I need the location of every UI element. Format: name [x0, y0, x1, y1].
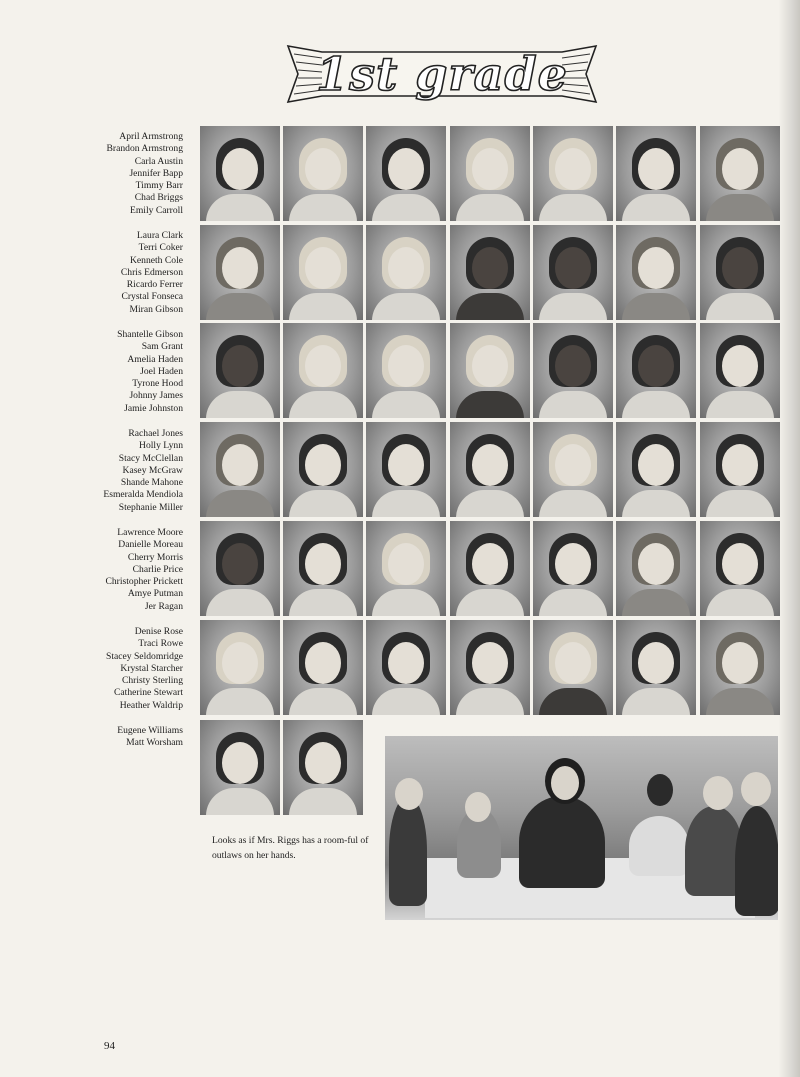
portrait-face: [555, 247, 591, 289]
student-portrait: [616, 620, 696, 715]
student-name: Eugene Williams: [117, 725, 183, 736]
portrait-shirt: [289, 589, 357, 616]
portrait-shirt: [706, 688, 774, 715]
portrait-shirt: [372, 391, 440, 418]
portrait-face: [305, 543, 341, 585]
student-name: Shantelle Gibson: [117, 329, 183, 340]
portrait-face: [472, 247, 508, 289]
portrait-shirt: [622, 293, 690, 320]
portrait-face: [722, 247, 758, 289]
portrait-shirt: [706, 589, 774, 616]
portrait-face: [472, 345, 508, 387]
portrait-shirt: [372, 490, 440, 517]
portrait-face: [555, 642, 591, 684]
name-list: [40, 428, 183, 514]
student-portrait: [450, 620, 530, 715]
student-portrait: [366, 225, 446, 320]
portrait-face: [722, 642, 758, 684]
student-name: Terri Coker: [138, 242, 183, 254]
portrait-shirt: [289, 293, 357, 320]
portrait-shirt: [289, 391, 357, 418]
student-portrait: [450, 225, 530, 320]
student-name: Carla Austin: [134, 155, 183, 167]
portrait-face: [222, 247, 258, 289]
student-portrait: [700, 620, 780, 715]
name-list: [40, 626, 183, 712]
portrait-face: [388, 543, 424, 585]
portrait-face: [638, 247, 674, 289]
student-portrait: [200, 620, 280, 715]
student-figure: [629, 816, 689, 876]
portrait-shirt: [456, 293, 524, 320]
portrait-shirt: [289, 688, 357, 715]
student-name: Catherine Stewart: [114, 687, 183, 699]
portrait-shirt: [539, 589, 607, 616]
name-list: [40, 329, 183, 415]
portrait-face: [555, 148, 591, 190]
student-portrait: [616, 422, 696, 517]
student-name: Amelia Haden: [127, 353, 183, 365]
student-name: Chris Edmerson: [120, 266, 183, 278]
student-name: Denise Rose: [134, 626, 183, 637]
portrait-face: [555, 543, 591, 585]
portrait-shirt: [539, 688, 607, 715]
portrait-face: [305, 345, 341, 387]
portrait-shirt: [706, 194, 774, 221]
student-name: Rachael Jones: [128, 428, 183, 439]
portrait-face: [472, 543, 508, 585]
portrait-face: [222, 444, 258, 486]
student-name: Crystal Fonseca: [121, 291, 183, 303]
name-list: [40, 230, 183, 316]
student-portrait: [283, 620, 363, 715]
portrait-shirt: [622, 490, 690, 517]
portrait-shirt: [289, 194, 357, 221]
portrait-face: [638, 642, 674, 684]
student-portrait: [700, 225, 780, 320]
portrait-shirt: [206, 788, 274, 815]
page-title: 1st grade: [316, 47, 568, 101]
portrait-shirt: [539, 194, 607, 221]
student-name: Timmy Barr: [135, 180, 183, 192]
portrait-shirt: [206, 194, 274, 221]
student-name: Chad Briggs: [134, 192, 183, 204]
student-name: Cherry Morris: [127, 551, 183, 563]
classroom-photo: [385, 736, 778, 920]
student-name: Johnny James: [129, 390, 183, 402]
portrait-shirt: [206, 688, 274, 715]
student-portrait: [700, 521, 780, 616]
student-portrait: [200, 422, 280, 517]
portrait-face: [555, 345, 591, 387]
student-portrait: [366, 620, 446, 715]
student-name: Tyrone Hood: [132, 378, 183, 390]
portrait-shirt: [456, 589, 524, 616]
portrait-shirt: [372, 194, 440, 221]
portrait-shirt: [539, 490, 607, 517]
student-head: [647, 774, 673, 806]
portrait-face: [722, 148, 758, 190]
student-name: Brandon Armstrong: [106, 143, 183, 155]
portrait-face: [555, 444, 591, 486]
student-name: Holly Lynn: [139, 440, 183, 452]
student-name: Joel Haden: [140, 365, 183, 377]
student-portrait: [616, 521, 696, 616]
student-portrait: [283, 323, 363, 418]
portrait-shirt: [622, 688, 690, 715]
student-figure: [389, 796, 427, 906]
portrait-face: [472, 444, 508, 486]
student-head: [395, 778, 423, 810]
student-portrait: [200, 225, 280, 320]
student-name: Stacey Seldomridge: [106, 650, 183, 662]
student-name: Jer Ragan: [144, 600, 183, 612]
student-portrait: [533, 620, 613, 715]
student-portrait: [200, 126, 280, 221]
student-name: Matt Worsham: [126, 737, 183, 749]
student-portrait: [616, 126, 696, 221]
portrait-face: [222, 742, 258, 784]
student-name: April Armstrong: [119, 131, 183, 142]
student-name: Krystal Starcher: [120, 662, 183, 674]
student-name: Heather Waldrip: [119, 699, 183, 711]
student-portrait: [533, 323, 613, 418]
portrait-shirt: [289, 788, 357, 815]
portrait-shirt: [372, 293, 440, 320]
portrait-shirt: [622, 194, 690, 221]
portrait-face: [722, 444, 758, 486]
student-portrait: [533, 225, 613, 320]
student-portrait: [616, 323, 696, 418]
student-portrait: [450, 422, 530, 517]
student-name: Kenneth Cole: [129, 254, 183, 266]
portrait-face: [388, 642, 424, 684]
student-name: Christopher Prickett: [105, 576, 183, 588]
portrait-shirt: [289, 490, 357, 517]
student-name: Stephanie Miller: [118, 501, 183, 513]
teacher-figure: [519, 796, 605, 888]
student-name: Shande Mahone: [120, 477, 183, 489]
student-portrait: [533, 126, 613, 221]
name-list: [40, 527, 183, 613]
name-list: [40, 131, 183, 217]
student-head: [703, 776, 733, 810]
portrait-face: [222, 345, 258, 387]
student-portrait: [283, 422, 363, 517]
student-portrait: [366, 323, 446, 418]
student-portrait: [616, 225, 696, 320]
portrait-shirt: [206, 293, 274, 320]
student-portrait: [366, 521, 446, 616]
portrait-face: [388, 345, 424, 387]
student-name: Lawrence Moore: [117, 527, 183, 538]
student-name: Kasey McGraw: [122, 464, 183, 476]
portrait-face: [388, 444, 424, 486]
student-name: Jennifer Bapp: [129, 167, 183, 179]
portrait-face: [722, 345, 758, 387]
student-portrait: [283, 720, 363, 815]
student-name: Jamie Johnston: [124, 402, 183, 414]
student-name: Christy Sterling: [121, 675, 183, 687]
student-head: [741, 772, 771, 806]
portrait-face: [305, 148, 341, 190]
portrait-face: [222, 543, 258, 585]
portrait-shirt: [456, 391, 524, 418]
student-figure: [735, 806, 778, 916]
portrait-shirt: [456, 688, 524, 715]
portrait-face: [305, 742, 341, 784]
portrait-shirt: [539, 391, 607, 418]
portrait-shirt: [622, 391, 690, 418]
name-list: [40, 725, 183, 750]
student-portrait: [283, 521, 363, 616]
portrait-shirt: [456, 194, 524, 221]
student-portrait: [200, 521, 280, 616]
portrait-face: [472, 642, 508, 684]
portrait-shirt: [206, 391, 274, 418]
teacher-head: [551, 766, 579, 800]
portrait-face: [305, 444, 341, 486]
portrait-face: [305, 642, 341, 684]
student-portrait: [366, 422, 446, 517]
portrait-shirt: [372, 688, 440, 715]
portrait-face: [638, 345, 674, 387]
portrait-shirt: [706, 490, 774, 517]
student-name: Emily Carroll: [129, 204, 183, 216]
portrait-face: [305, 247, 341, 289]
student-name: Esmeralda Mendiola: [103, 489, 183, 501]
student-name: Ricardo Ferrer: [126, 279, 183, 291]
portrait-shirt: [706, 293, 774, 320]
student-name: Sam Grant: [141, 341, 183, 353]
portrait-shirt: [372, 589, 440, 616]
portrait-face: [388, 247, 424, 289]
student-portrait: [533, 422, 613, 517]
student-name: Stacy McClellan: [118, 452, 183, 464]
student-portrait: [200, 323, 280, 418]
student-portrait: [700, 126, 780, 221]
student-portrait: [450, 323, 530, 418]
portrait-shirt: [539, 293, 607, 320]
student-name: Danielle Moreau: [118, 539, 183, 551]
portrait-face: [388, 148, 424, 190]
photo-caption: Looks as if Mrs. Riggs has a room-ful of outlaws on her hands.: [212, 835, 369, 861]
student-portrait: [700, 422, 780, 517]
portrait-shirt: [706, 391, 774, 418]
student-portrait: [283, 225, 363, 320]
student-name: Amye Putman: [127, 588, 183, 600]
portrait-shirt: [456, 490, 524, 517]
student-name: Laura Clark: [136, 230, 183, 241]
portrait-shirt: [206, 490, 274, 517]
student-name: Charlie Price: [132, 563, 183, 575]
grade-banner: [282, 38, 602, 110]
portrait-face: [472, 148, 508, 190]
page-edge-shadow: [778, 0, 800, 1077]
portrait-face: [222, 642, 258, 684]
portrait-face: [638, 444, 674, 486]
portrait-shirt: [206, 589, 274, 616]
student-name: Traci Rowe: [138, 638, 183, 650]
student-portrait: [283, 126, 363, 221]
student-portrait: [450, 521, 530, 616]
student-portrait: [200, 720, 280, 815]
portrait-face: [638, 543, 674, 585]
student-portrait: [533, 521, 613, 616]
portrait-shirt: [622, 589, 690, 616]
portrait-face: [722, 543, 758, 585]
portrait-face: [222, 148, 258, 190]
student-portrait: [450, 126, 530, 221]
student-head: [465, 792, 491, 822]
page-number: 94: [104, 1040, 115, 1052]
student-portrait: [700, 323, 780, 418]
portrait-face: [638, 148, 674, 190]
student-portrait: [366, 126, 446, 221]
student-name: Miran Gibson: [129, 303, 183, 315]
